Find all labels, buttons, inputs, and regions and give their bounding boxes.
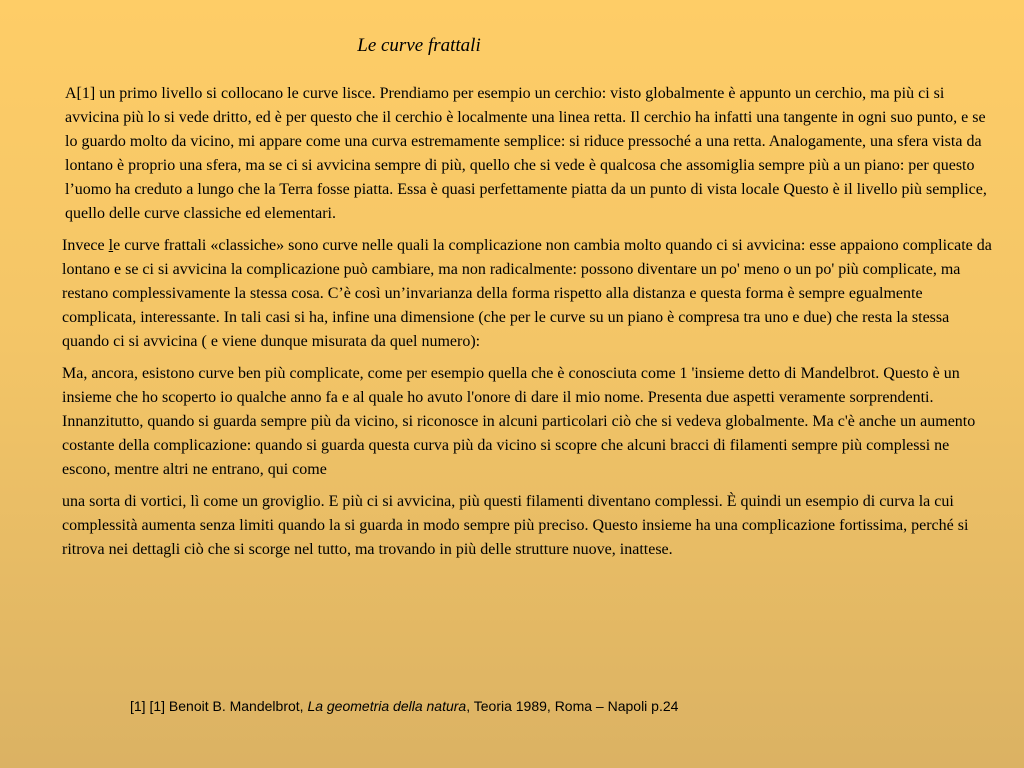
paragraph-1: A[1] un primo livello si collocano le curve lisce. Prendiamo per esempio un cerchio: visto globalmente è appunto un cerchio, ma più ci si avvicina più lo si vede dritto, ed è per questo che il cerchio è localmente una linea retta. Il cerchio ha infatti una tangente in ogni suo punto, e se lo guardo molto da vicino, mi appare come una curva estremamente semplice: si riduce pressoché a una retta. Analogamente, una sfera vista da lontano è proprio una sfera, ma se ci si avvicina sempre di più, quello che si vede è qualcosa che assomiglia sempre più a un piano: per questo l’uomo ha creduto a lungo che la Terra fosse piatta. Essa è quasi perfettamente piatta da un punto di vista locale Questo è il livello più semplice, quello delle curve classiche ed elementari.	[65, 85, 987, 222]
footnote-suffix: , Teoria 1989, Roma – Napoli p.24	[466, 698, 679, 714]
paragraph-4: una sorta di vortici, lì come un groviglio. E più ci si avvicina, più questi filamenti diventano complessi. È quindi un esempio di curva la cui complessità aumenta senza limiti quando la si guarda in modo sempre più preciso. Questo insieme ha una complicazione fortissima, perché si ritrova nei dettagli ciò che si scorge nel tutto, ma trovando in più delle strutture nuove, inattese.	[62, 493, 969, 558]
footnote-prefix: [1] [1] Benoit B. Mandelbrot,	[130, 698, 308, 714]
body-text	[62, 82, 992, 570]
footnote	[130, 696, 980, 716]
footnote-book-title: La geometria della natura	[307, 698, 467, 714]
paragraph-2-start: Invece	[62, 237, 109, 254]
paragraph-2	[62, 234, 992, 354]
paragraph-2-rest: e curve frattali «classiche» sono curve nelle quali la complicazione non cambia molto quando ci si avvicina: esse appaiono complicate da lontano e se ci si avvicina la complicazione può cambiare, ma non radicalmente: possono diventare un po' meno o un po' più complicate, ma restano complessivamente la stessa cosa. C’è così un’invarianza della forma rispetto alla distanza e questa forma è sempre egualmente complicata, interessante. In tali casi si ha, infine una dimensione (che per le curve su un piano è compresa tra uno e due) che resta la stessa quando ci si avvicina ( e viene dunque misurata da quel numero):	[62, 237, 992, 350]
paragraph-2-underlined-letter: l	[108, 237, 114, 254]
page-title: Le curve frattali	[357, 35, 481, 56]
paragraph-3: Ma, ancora, esistono curve ben più complicate, come per esempio quella che è conosciuta come 1 'insieme detto di Mandelbrot. Questo è un insieme che ho scoperto io qualche anno fa e al quale ho avuto l'onore di dare il mio nome. Presenta due aspetti veramente sorprendenti. Innanzitutto, quando si guarda sempre più da vicino, si riconosce in alcuni particolari ciò che si vedeva globalmente. Ma c'è anche un aumento costante della complicazione: quando si guarda questa curva più da vicino si scopre che alcuni bracci di filamenti sempre più complessi ne escono, mentre altri ne entrano, qui come	[62, 365, 976, 478]
